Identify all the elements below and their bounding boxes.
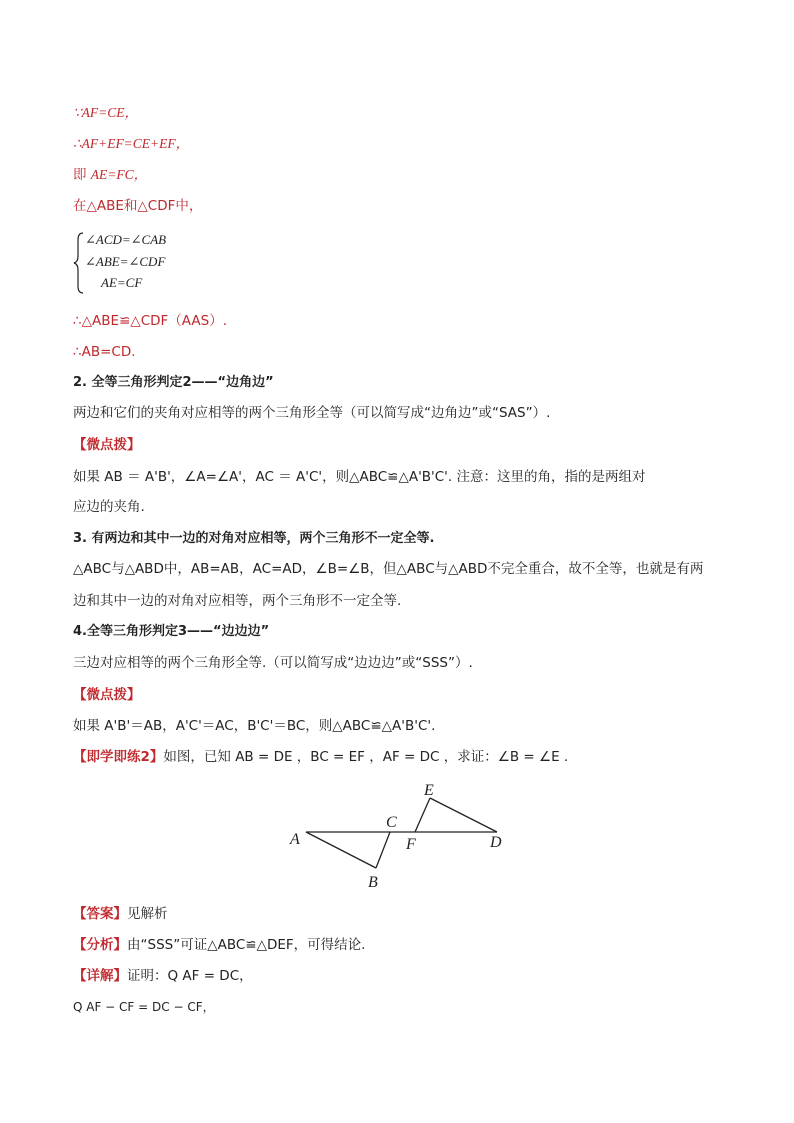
section-2-title: 2. 全等三角形判定2——“边角边” (73, 375, 274, 390)
section-2-tip-line-1: 如果 AB ＝ A'B'，∠A=∠A'，AC ＝ A'C'，则△ABC≌△A'B'C'. 注意：这里的角，指的是两组对 (73, 469, 646, 485)
left-brace-icon (73, 232, 85, 294)
detail-text: 证明：Q AF = DC， (127, 968, 253, 984)
answer-text: 见解析 (127, 906, 168, 922)
point-label-c: C (386, 814, 397, 831)
section-4-tip-label: 【微点拨】 (73, 687, 141, 703)
section-3-line-2: 边和其中一边的对角对应相等，两个三角形不一定全等. (73, 593, 402, 609)
segment-e-d (430, 798, 497, 832)
section-4-body: 三边对应相等的两个三角形全等.（可以简写成“边边边”或“SSS”）. (73, 655, 473, 671)
analysis-line (73, 936, 734, 954)
point-label-b: B (368, 874, 378, 891)
proof-line-3 (73, 166, 734, 184)
system-line-2: ∠ABE=∠CDF (85, 254, 166, 269)
answer-line (73, 905, 734, 923)
proof-line-6: ∴AB=CD. (73, 344, 136, 360)
analysis-label: 【分析】 (73, 937, 127, 953)
point-label-f: F (406, 836, 416, 853)
segment-a-b (306, 832, 376, 868)
point-label-d: D (490, 834, 502, 851)
system-line-3: AE=CF (101, 275, 143, 290)
system-line-1: ∠ACD=∠CAB (85, 232, 167, 247)
point-label-a: A (290, 831, 300, 848)
detail-line (73, 967, 734, 985)
proof-line-4: 在△ABE和△CDF中， (73, 198, 203, 214)
segment-b-c (376, 832, 390, 868)
proof-line-5: ∴△ABE≌△CDF（AAS）. (73, 313, 227, 329)
geometry-figure (0, 778, 794, 898)
section-4-title: 4.全等三角形判定3——“边边边” (73, 624, 270, 639)
segment-f-e (415, 798, 430, 832)
section-4-tip-line: 如果 A'B'＝AB，A'C'＝AC，B'C'＝BC，则△ABC≌△A'B'C'. (73, 718, 436, 734)
equation-system (73, 232, 273, 294)
proof-line-1: ∵AF=CE， (73, 105, 138, 120)
proof-line-3-eq: AE=FC， (90, 167, 148, 182)
section-3-title: 3. 有两边和其中一边的对角对应相等，两个三角形不一定全等. (73, 531, 435, 546)
detail-label: 【详解】 (73, 968, 127, 984)
proof-line-2: ∴AF+EF=CE+EF， (73, 136, 190, 151)
section-2-tip-label: 【微点拨】 (73, 437, 141, 453)
point-label-e: E (424, 782, 434, 799)
section-2-body: 两边和它们的夹角对应相等的两个三角形全等（可以简写成“边角边”或“SAS”）. (73, 405, 551, 421)
exercise-label: 【即学即练2】 (73, 749, 164, 765)
proof-line-3-prefix: 即 (73, 167, 91, 183)
section-3-line-1: △ABC与△ABD中，AB=AB，AC=AD，∠B=∠B，但△ABC与△ABD不完全重合，故不全等，也就是有两 (73, 561, 704, 577)
analysis-text: 由“SSS”可证△ABC≌△DEF，可得结论. (127, 937, 366, 953)
section-2-tip-line-2: 应边的夹角. (73, 499, 145, 515)
exercise-line (73, 748, 734, 766)
exercise-text: 如图，已知 AB = DE ，BC = EF ，AF = DC ，求证：∠B = ∠E . (163, 749, 569, 765)
answer-label: 【答案】 (73, 906, 127, 922)
detail-last-line: Q AF − CF = DC − CF， (73, 1000, 215, 1014)
